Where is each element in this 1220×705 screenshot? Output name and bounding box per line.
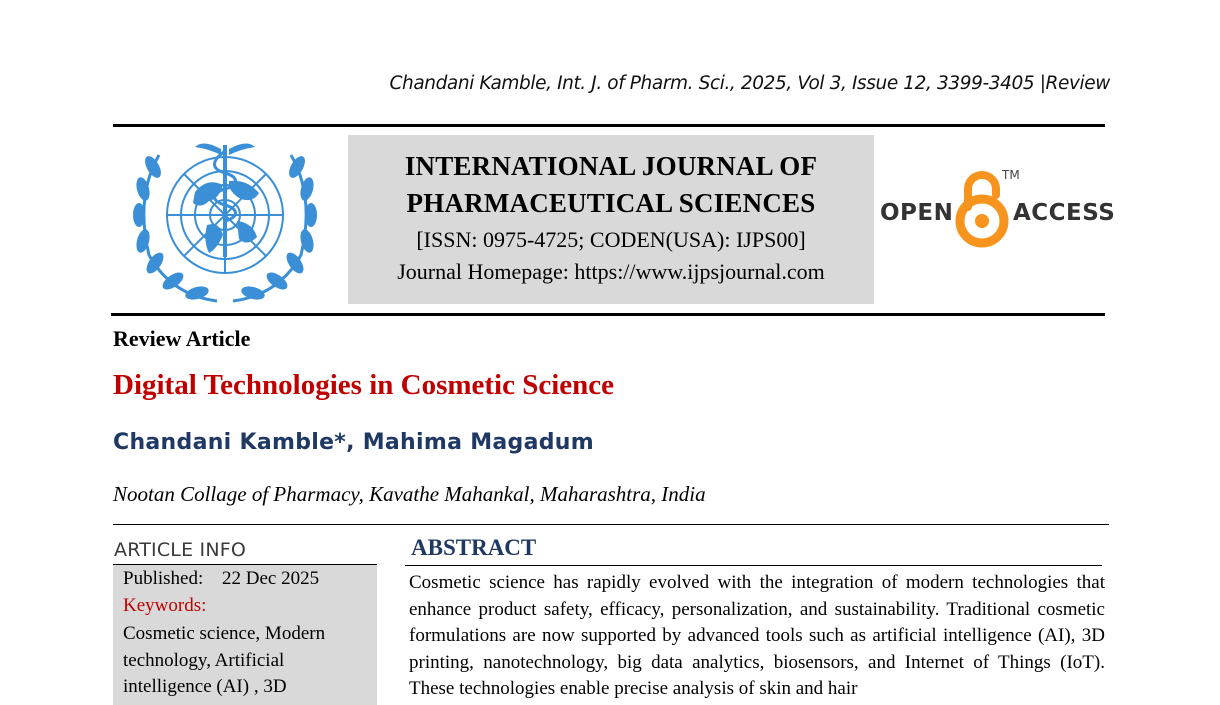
open-access-open-text: OPEN [880, 200, 954, 226]
header-bottom-rule [111, 313, 1105, 316]
author-affiliation: Nootan Collage of Pharmacy, Kavathe Mahankal, Maharashtra, India [113, 482, 706, 506]
journal-name-line-1: INTERNATIONAL JOURNAL OF [404, 151, 818, 181]
issn-line: [ISSN: 0975-4725; CODEN(USA): IJPS00] [416, 227, 806, 252]
header-top-rule [113, 124, 1105, 127]
published-label: Published: [123, 568, 204, 589]
section-divider [113, 524, 1109, 525]
article-authors: Chandani Kamble*, Mahima Magadum [113, 430, 594, 455]
abstract-heading: ABSTRACT [411, 535, 537, 560]
keywords-label: Keywords: [123, 595, 207, 616]
keywords-text: Cosmetic science, Modern technology, Artificial intelligence (AI) , 3D [123, 623, 326, 697]
published-row [123, 568, 319, 590]
abstract-rule [405, 565, 1102, 566]
article-type: Review Article [113, 326, 251, 351]
journal-masthead [348, 135, 874, 304]
journal-homepage-line: Journal Homepage: https://www.ijpsjournal.com [397, 259, 825, 284]
running-header: Chandani Kamble, Int. J. of Pharm. Sci., 2025, Vol 3, Issue 12, 3399-3405 |Review [389, 73, 1110, 94]
open-access-access-text: ACCESS [1013, 200, 1116, 226]
article-title: Digital Technologies in Cosmetic Science [113, 369, 615, 401]
un-emblem-icon [125, 137, 325, 305]
trademark-mark: TM [1002, 168, 1020, 182]
published-date: 22 Dec 2025 [222, 568, 320, 589]
journal-name-line-2: PHARMACEUTICAL SCIENCES [406, 188, 816, 218]
article-info-heading: ARTICLE INFO [114, 539, 247, 561]
abstract-text: Cosmetic science has rapidly evolved with the integration of modern technologies that enhance product safety, efficacy, personalization, and sustainability. Traditional cosmetic formulations are now supported by advanced tools such as artificial intelligence (AI), 3D printing, nanotechnology, big data analytics, biosensors, and Internet of Things (IoT). These technologies enable precise analysis of skin and hair [409, 572, 1105, 699]
